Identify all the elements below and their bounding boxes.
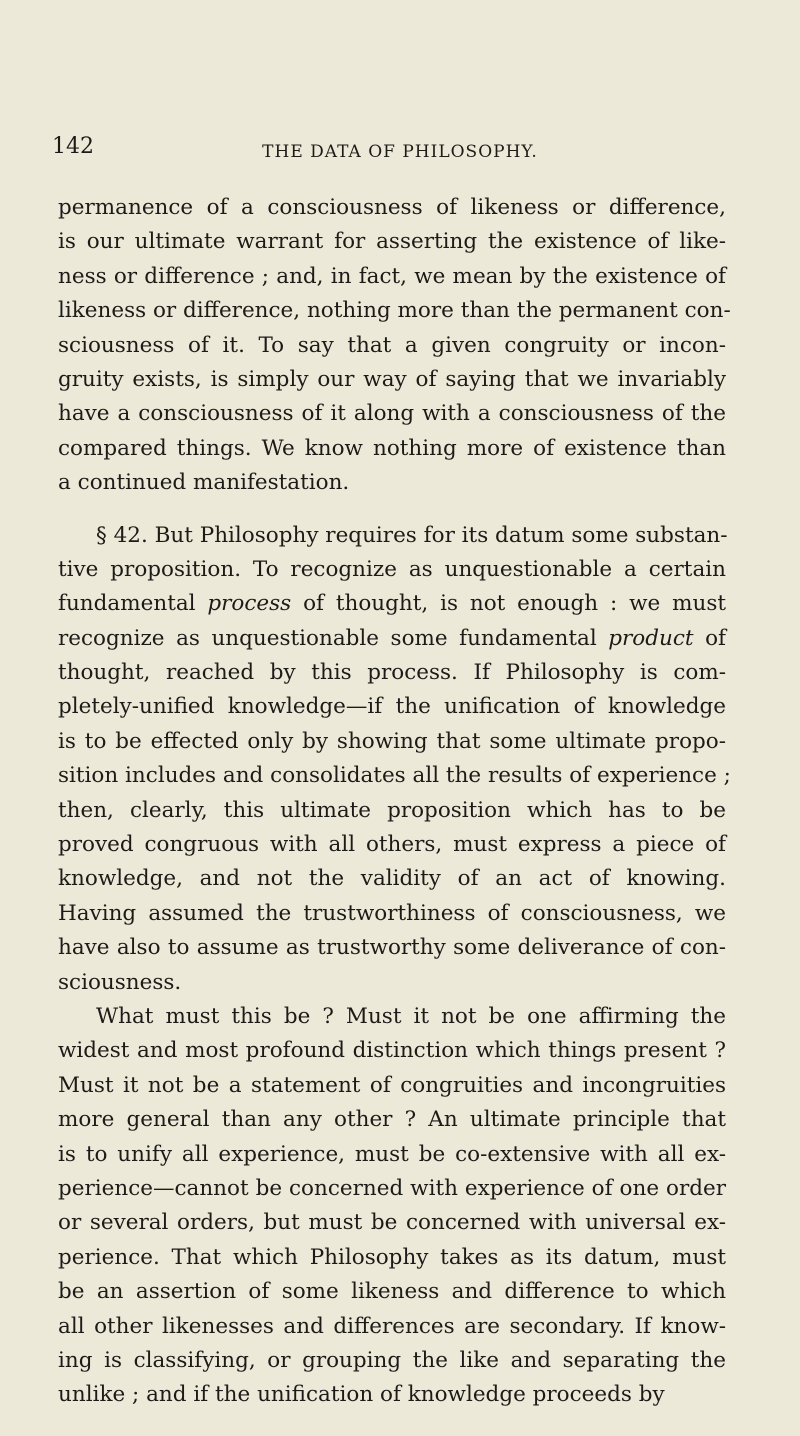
text-line: compared things. We know nothing more of existence than (58, 435, 726, 461)
text-line: What must this be ? Must it not be one affirming the (96, 1003, 726, 1029)
paragraph (58, 1000, 726, 1413)
paragraph (58, 191, 731, 501)
text-line: have a consciousness of it along with a consciousness of the (58, 401, 726, 427)
text-line: a continued manifestation. (58, 470, 350, 496)
text-line: knowledge, and not the validity of an act of knowing. (58, 866, 726, 892)
text-line: is to unify all experience, must be co-extensive with all ex- (58, 1141, 726, 1167)
text-line: recognize as unquestionable some fundamental product of (58, 625, 726, 651)
text-line: is to be effected only by showing that some ultimate propo- (58, 728, 726, 754)
text-line: more general than any other ? An ultimate principle that (58, 1107, 726, 1133)
running-head: THE DATA OF PHILOSOPHY. (262, 142, 538, 162)
text-line: or several orders, but must be concerned with universal ex- (58, 1210, 726, 1236)
text-line: sciousness of it. To say that a given congruity or incon- (58, 332, 726, 358)
text-line: perience—cannot be concerned with experience of one order (58, 1175, 726, 1201)
text-line: ing is classifying, or grouping the like and separating the (58, 1347, 726, 1373)
text-line: have also to assume as trustworthy some deliverance of con- (58, 935, 726, 961)
text-line: Must it not be a statement of congruities and incongruities (58, 1072, 726, 1098)
text-line: widest and most profound distinction which things present ? (58, 1038, 726, 1064)
text-line: sciousness. (58, 969, 182, 995)
text-line: fundamental process of thought, is not enough : we must (58, 591, 726, 617)
page-number: 142 (52, 134, 94, 159)
text-line: unlike ; and if the unification of knowledge proceeds by (58, 1382, 665, 1408)
text-line: perience. That which Philosophy takes as its datum, must (58, 1244, 726, 1270)
text-line: pletely-unified knowledge—if the unification of knowledge (58, 694, 726, 720)
page-body (58, 191, 731, 1413)
paragraph-gap (58, 501, 726, 519)
text-line: ness or difference ; and, in fact, we mean by the existence of (58, 263, 726, 289)
text-line: proved congruous with all others, must express a piece of (58, 832, 726, 858)
text-line: tive proposition. To recognize as unquestionable a certain (58, 556, 726, 582)
text-line: Having assumed the trustworthiness of consciousness, we (58, 900, 726, 926)
text-line: then, clearly, this ultimate proposition which has to be (58, 797, 726, 823)
text-line: gruity exists, is simply our way of saying that we invariably (58, 366, 726, 392)
text-line: be an assertion of some likeness and difference to which (58, 1279, 726, 1305)
text-line: is our ultimate warrant for asserting the existence of like- (58, 229, 726, 255)
text-line: permanence of a consciousness of likeness or difference, (58, 195, 726, 220)
text-line: sition includes and consolidates all the results of experience ; (58, 763, 731, 789)
paragraph (58, 519, 731, 1000)
text-line: all other likenesses and differences are secondary. If know- (58, 1313, 726, 1339)
text-line: likeness or difference, nothing more than the permanent con- (58, 298, 731, 324)
text-line: § 42. But Philosophy requires for its datum some substan- (96, 522, 728, 548)
text-line: thought, reached by this process. If Philosophy is com- (58, 660, 726, 686)
italic-word: process (207, 591, 292, 617)
italic-word: product (608, 625, 694, 651)
